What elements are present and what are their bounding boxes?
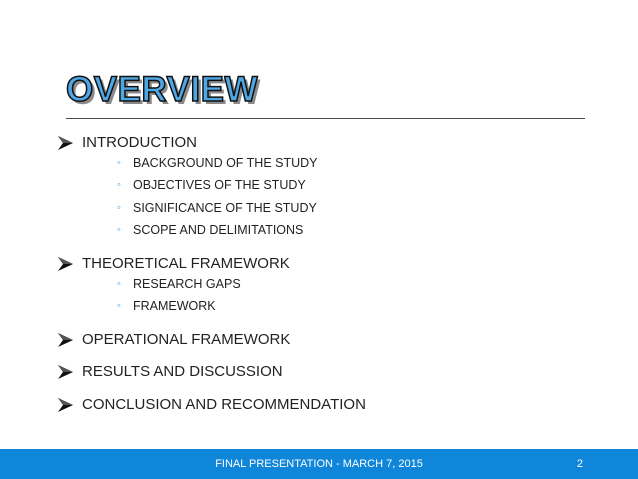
sub-item-label: OBJECTIVES OF THE STUDY xyxy=(133,178,306,192)
sub-item-label: BACKGROUND OF THE STUDY xyxy=(133,156,318,170)
arrowhead-bullet-icon xyxy=(56,332,76,348)
slide-title: OVERVIEW xyxy=(66,70,259,109)
sub-item-label: RESEARCH GAPS xyxy=(133,277,241,291)
sub-item-research-gaps xyxy=(117,277,241,291)
sub-item-scope xyxy=(117,223,303,237)
sub-item-label: SCOPE AND DELIMITATIONS xyxy=(133,223,304,237)
sub-item-label: FRAMEWORK xyxy=(133,299,216,313)
sub-bullet-icon: ◦ xyxy=(117,202,121,214)
bullet-item-results-discussion xyxy=(0,363,283,380)
bullet-item-theoretical-framework xyxy=(0,255,290,272)
bullet-item-introduction xyxy=(0,134,197,151)
arrowhead-bullet-icon xyxy=(56,397,76,413)
sub-bullet-icon: ◦ xyxy=(117,179,121,191)
page-number: 2 xyxy=(576,458,583,470)
sub-item-background xyxy=(117,156,318,170)
bullet-label: OPERATIONAL FRAMEWORK xyxy=(82,331,291,348)
sub-bullet-icon: ◦ xyxy=(117,157,121,169)
footer-bar xyxy=(0,449,638,479)
bullet-item-conclusion xyxy=(0,396,366,413)
sub-item-framework xyxy=(117,299,216,313)
bullet-label: THEORETICAL FRAMEWORK xyxy=(82,255,290,272)
arrowhead-bullet-icon xyxy=(56,256,76,272)
footer-text: FINAL PRESENTATION - MARCH 7, 2015 xyxy=(215,458,423,470)
sub-bullet-icon: ◦ xyxy=(117,224,121,236)
bullet-label: RESULTS AND DISCUSSION xyxy=(82,363,283,380)
bullet-label: CONCLUSION AND RECOMMENDATION xyxy=(82,396,366,413)
sub-item-significance xyxy=(117,201,317,215)
sub-item-label: SIGNIFICANCE OF THE STUDY xyxy=(133,201,317,215)
sub-item-objectives xyxy=(117,178,306,192)
arrowhead-bullet-icon xyxy=(56,364,76,380)
sub-bullet-icon: ◦ xyxy=(117,300,121,312)
bullet-item-operational-framework xyxy=(0,331,290,348)
title-divider xyxy=(66,118,585,119)
bullet-label: INTRODUCTION xyxy=(82,134,197,151)
sub-bullet-icon: ◦ xyxy=(117,278,121,290)
arrowhead-bullet-icon xyxy=(56,135,76,151)
